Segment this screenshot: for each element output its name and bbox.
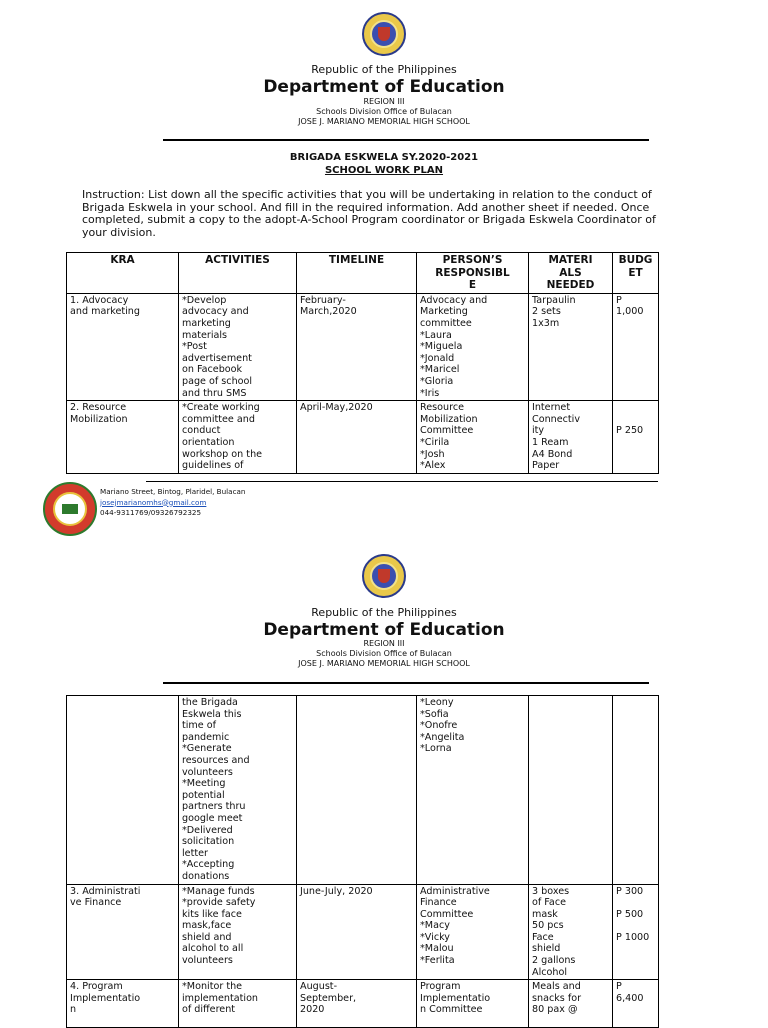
deped-seal xyxy=(362,554,406,598)
cell-activities: the Brigada Eskwela this time of pandemic *Generate resources and volunteers *Meeting potential partners thru google meet *Delivered solicitation letter *Accepting donations xyxy=(179,696,297,885)
department-title: Department of Education xyxy=(263,77,505,97)
department-title: Department of Education xyxy=(263,620,505,640)
cell-budget: P 1,000 xyxy=(613,293,659,400)
cell-materials xyxy=(529,696,613,885)
cell-timeline: February- March,2020 xyxy=(297,293,417,400)
cell-budget: P 300 P 500 P 1000 xyxy=(613,884,659,980)
cell-budget: P 250 xyxy=(613,401,659,474)
cell-persons: Advocacy and Marketing committee *Laura *Miguela *Jonald *Maricel *Gloria *Iris xyxy=(417,293,529,400)
school-name: JOSE J. MARIANO MEMORIAL HIGH SCHOOL xyxy=(298,117,470,126)
header-activities: ACTIVITIES xyxy=(179,253,297,294)
cell-materials: Tarpaulin 2 sets 1x3m xyxy=(529,293,613,400)
header-timeline: TIMELINE xyxy=(297,253,417,294)
cell-budget: P 6,400 xyxy=(613,980,659,1028)
cell-timeline xyxy=(297,696,417,885)
table-header-row xyxy=(67,253,659,294)
republic-label: Republic of the Philippines xyxy=(311,606,457,619)
work-plan-table-page1 xyxy=(66,252,659,474)
header-persons: PERSON’S RESPONSIBL E xyxy=(417,253,529,294)
republic-label: Republic of the Philippines xyxy=(311,63,457,76)
table-row xyxy=(67,293,659,400)
region-label: REGION III xyxy=(363,639,405,648)
header-budget: BUDG ET xyxy=(613,253,659,294)
footer-divider xyxy=(146,481,658,482)
cell-timeline: June-July, 2020 xyxy=(297,884,417,980)
footer-address: Mariano Street, Bintog, Plaridel, Bulacan xyxy=(100,487,246,496)
cell-persons: Resource Mobilization Committee *Cirila *Josh *Alex xyxy=(417,401,529,474)
footer-email-link[interactable]: josejmarianomhs@gmail.com xyxy=(100,497,207,507)
cell-materials: Internet Connectiv ity 1 Ream A4 Bond Paper xyxy=(529,401,613,474)
cell-kra: 2. Resource Mobilization xyxy=(67,401,179,474)
cell-activities: *Create working committee and conduct orientation workshop on the guidelines of xyxy=(179,401,297,474)
table-row xyxy=(67,884,659,980)
footer-phone: 044-9311769/09326792325 xyxy=(100,508,202,518)
cell-persons: *Leony *Sofia *Onofre *Angelita *Lorna xyxy=(417,696,529,885)
school-name: JOSE J. MARIANO MEMORIAL HIGH SCHOOL xyxy=(298,659,470,668)
cell-activities: *Develop advocacy and marketing materials *Post advertisement on Facebook page of school and thru SMS xyxy=(179,293,297,400)
cell-kra xyxy=(67,696,179,885)
plan-title: BRIGADA ESKWELA SY.2020-2021 xyxy=(289,152,479,163)
school-logo xyxy=(43,482,97,536)
work-plan-table-page2 xyxy=(66,695,659,1028)
cell-persons: Program Implementatio n Committee xyxy=(417,980,529,1028)
plan-subtitle: SCHOOL WORK PLAN xyxy=(324,165,444,176)
cell-kra: 3. Administrati ve Finance xyxy=(67,884,179,980)
table-row xyxy=(67,696,659,885)
cell-budget xyxy=(613,696,659,885)
cell-activities: *Monitor the implementation of different xyxy=(179,980,297,1028)
cell-materials: Meals and snacks for 80 pax @ xyxy=(529,980,613,1028)
header-divider xyxy=(163,139,649,141)
cell-kra: 4. Program Implementatio n xyxy=(67,980,179,1028)
region-label: REGION III xyxy=(363,97,405,106)
instruction-text: Instruction: List down all the specific activities that you will be undertaking in relation to the conduct of Brigada Eskwela in your school. And fill in the required information. Add another sheet if needed. Once completed, submit a copy to the adopt-A-School Program coordinator or Brigada Eskwela Coordinator of your division. xyxy=(82,188,656,239)
header-divider xyxy=(163,682,649,684)
header-kra: KRA xyxy=(67,253,179,294)
division-label: Schools Division Office of Bulacan xyxy=(316,649,452,658)
deped-seal xyxy=(362,12,406,56)
table-row xyxy=(67,401,659,474)
cell-timeline: April-May,2020 xyxy=(297,401,417,474)
cell-persons: Administrative Finance Committee *Macy *Vicky *Malou *Ferlita xyxy=(417,884,529,980)
cell-timeline: August- September, 2020 xyxy=(297,980,417,1028)
cell-materials: 3 boxes of Face mask 50 pcs Face shield 2 gallons Alcohol xyxy=(529,884,613,980)
cell-kra: 1. Advocacy and marketing xyxy=(67,293,179,400)
footer-contact xyxy=(100,487,245,519)
header-materials: MATERI ALS NEEDED xyxy=(529,253,613,294)
division-label: Schools Division Office of Bulacan xyxy=(316,107,452,116)
table-row xyxy=(67,980,659,1028)
cell-activities: *Manage funds *provide safety kits like face mask,face shield and alcohol to all volunteers xyxy=(179,884,297,980)
